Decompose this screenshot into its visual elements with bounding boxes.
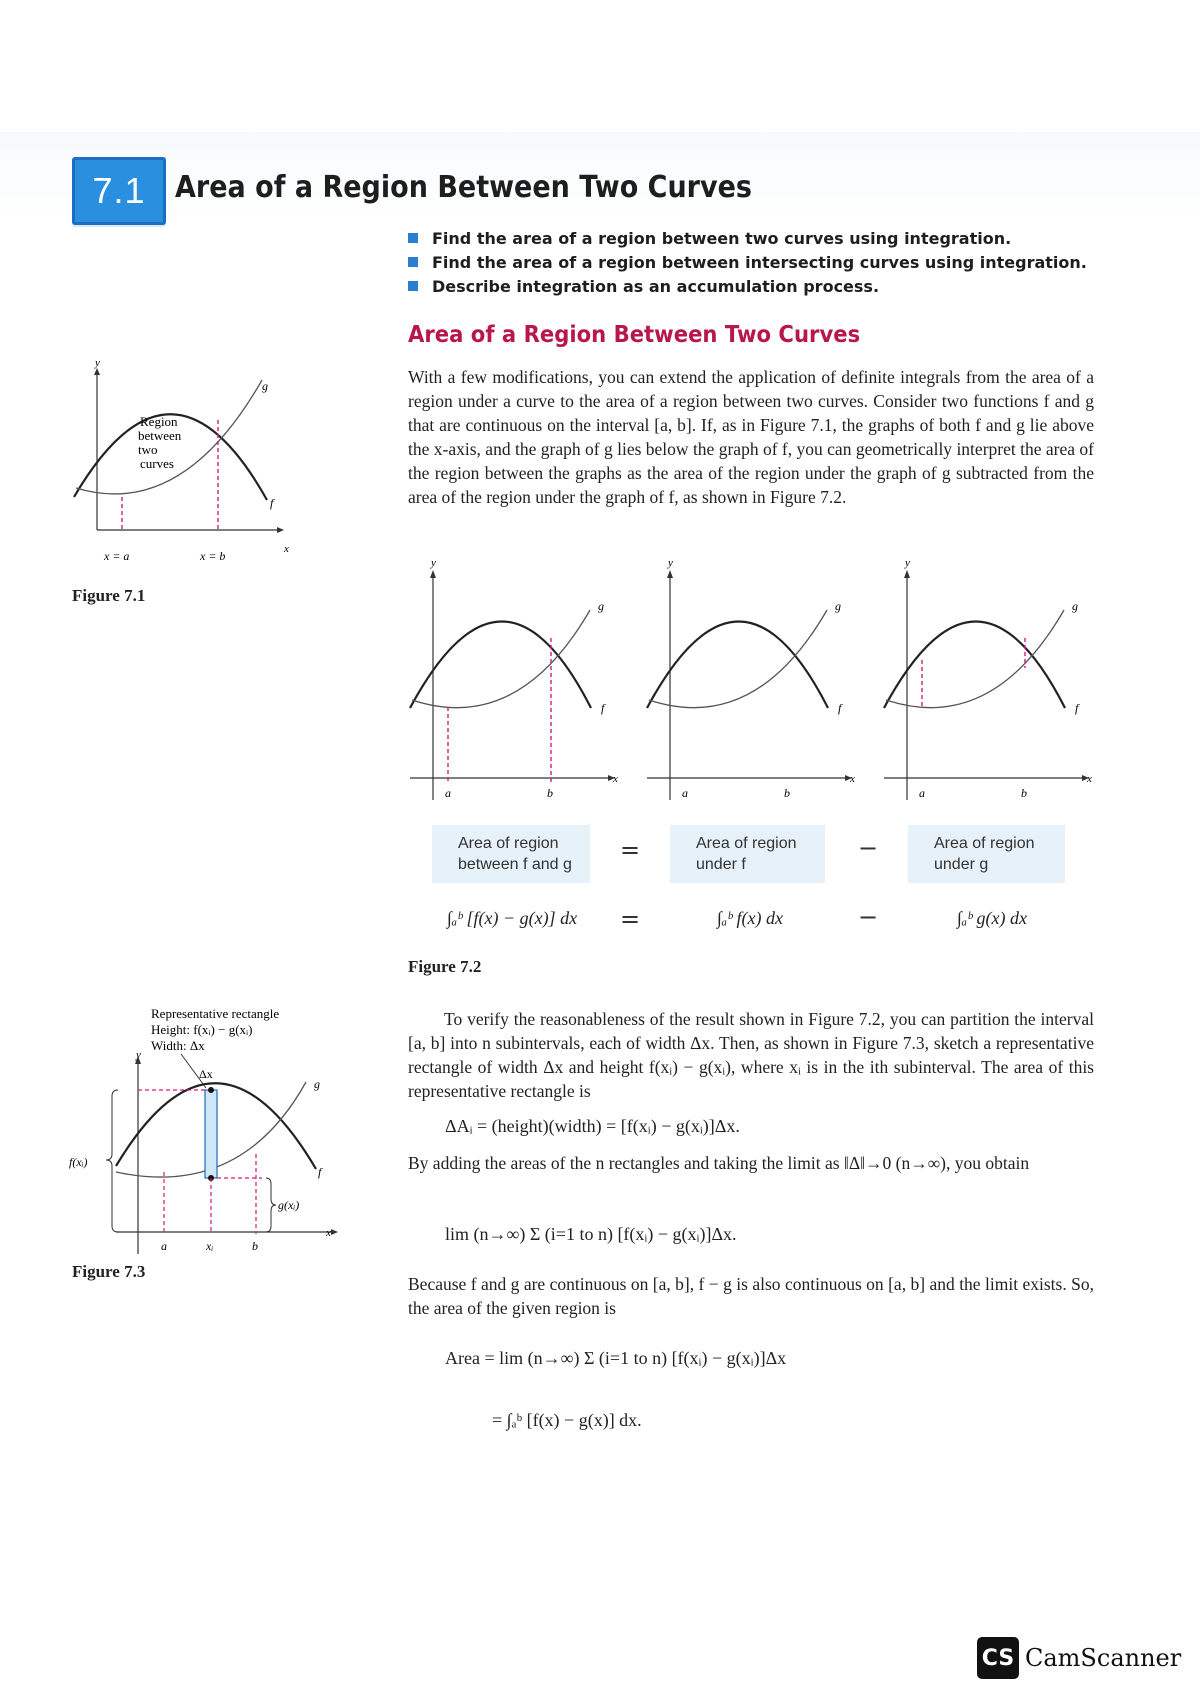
tick-b-label: b bbox=[252, 1239, 258, 1253]
g-xi-label: g(xᵢ) bbox=[278, 1198, 300, 1212]
x-axis-arrow-icon bbox=[331, 1229, 338, 1235]
g-brace bbox=[266, 1178, 276, 1232]
equals-sign: = bbox=[620, 836, 641, 864]
y-axis-label: y bbox=[905, 560, 910, 569]
curve-f bbox=[410, 622, 591, 709]
subheading: Area of a Region Between Two Curves bbox=[408, 322, 861, 348]
figure-7-1-caption: Figure 7.1 bbox=[72, 586, 146, 605]
delta-x-label: Δx bbox=[199, 1067, 213, 1081]
curve-f-label: f bbox=[270, 496, 274, 510]
tick-b-label: b bbox=[547, 786, 553, 800]
curve-g bbox=[412, 610, 590, 708]
region-label-line: curves bbox=[140, 456, 174, 471]
x-axis-label: x bbox=[1087, 773, 1092, 785]
integral-under-f: ∫ₐᵇ f(x) dx bbox=[717, 908, 784, 928]
x-axis-label: x bbox=[850, 773, 855, 785]
section-number-badge bbox=[72, 157, 166, 225]
box-line: Area of region bbox=[696, 835, 797, 852]
box-area-between bbox=[432, 825, 590, 883]
curve-g-label: g bbox=[1072, 599, 1078, 613]
minus-sign: − bbox=[858, 834, 879, 862]
integral-between: ∫ₐᵇ [f(x) − g(x)] dx bbox=[447, 908, 578, 928]
figure-7-1 bbox=[62, 360, 292, 575]
tick-xi-label: xᵢ bbox=[206, 1239, 214, 1253]
y-axis-arrow-icon bbox=[667, 570, 673, 578]
representative-rectangle bbox=[205, 1090, 217, 1178]
paragraph-intro: With a few modifications, you can extend the application of definite integrals from the area of a region under a curve to the area of a region between two curves. Consider two functions f and g that are continuous on the interval [a, b]. If, as in Figure 7.1, the graphs of both f and g lie above the x-axis, and the graph of g lies below the graph of f, you can geometrically interpret the area of the region between the graphs as the area of the region under the graph of g subtracted from the area of the region under the graph of f, as shown in Figure 7.2. bbox=[408, 367, 1094, 507]
curve-f-label: f bbox=[601, 701, 605, 715]
curve-f bbox=[647, 622, 828, 709]
rect-title: Representative rectangle bbox=[151, 1006, 280, 1021]
paragraph-limit: By adding the areas of the n rectangles and taking the limit as ‖Δ‖→0 (n→∞), you obtain bbox=[408, 1153, 1030, 1173]
equation-area-limit: Area = lim (n→∞) Σ (i=1 to n) [f(xᵢ) − g(xᵢ)]Δx bbox=[445, 1348, 787, 1368]
tick-a-label: a bbox=[445, 786, 451, 800]
tick-a-label: a bbox=[682, 786, 688, 800]
equation-limit-sum: lim (n→∞) Σ (i=1 to n) [f(xᵢ) − g(xᵢ)]Δx. bbox=[445, 1224, 737, 1244]
curve-g-label: g bbox=[314, 1077, 320, 1091]
curve-f-label: f bbox=[318, 1165, 322, 1179]
camscanner-text: CamScanner bbox=[1025, 1644, 1182, 1672]
figure-7-3-caption: Figure 7.3 bbox=[72, 1262, 146, 1281]
objective-item bbox=[408, 250, 1128, 274]
figure-7-2-graph-middle bbox=[645, 560, 865, 805]
paragraph-continuity: Because f and g are continuous on [a, b], f − g is also continuous on [a, b] and the limit exists. So, the area of the given region is bbox=[408, 1274, 1094, 1318]
x-axis-arrow-icon bbox=[277, 527, 284, 533]
box-area-under-g bbox=[908, 825, 1065, 883]
x-axis-label: x bbox=[613, 773, 618, 785]
x-a-label: x = a bbox=[104, 549, 130, 563]
curve-g bbox=[649, 610, 827, 708]
objective-text: Find the area of a region between two curves using integration. bbox=[432, 228, 1012, 248]
minus-sign: − bbox=[858, 903, 879, 931]
figure-7-2-caption: Figure 7.2 bbox=[408, 957, 482, 976]
curve-f-label: f bbox=[838, 701, 842, 715]
equation-delta-area: ΔAᵢ = (height)(width) = [f(xᵢ) − g(xᵢ)]Δx. bbox=[445, 1116, 740, 1136]
x-axis-label: x bbox=[326, 1227, 331, 1239]
f-brace bbox=[106, 1090, 118, 1232]
objective-text: Find the area of a region between intersecting curves using integration. bbox=[432, 252, 1087, 272]
figure-7-2-graph-right bbox=[882, 560, 1102, 805]
curve-g-label: g bbox=[262, 379, 268, 393]
y-axis-arrow-icon bbox=[904, 570, 910, 578]
curve-g-label: g bbox=[835, 599, 841, 613]
box-area-under-f bbox=[670, 825, 825, 883]
objective-item bbox=[408, 226, 1128, 250]
tick-a-label: a bbox=[919, 786, 925, 800]
objective-text: Describe integration as an accumulation process. bbox=[432, 276, 880, 296]
rect-height: Height: f(xᵢ) − g(xᵢ) bbox=[151, 1022, 253, 1037]
x-axis-label: x bbox=[284, 543, 289, 555]
curve-f-label: f bbox=[1075, 701, 1079, 715]
objective-item bbox=[408, 274, 1128, 298]
box-line: Area of region bbox=[934, 835, 1035, 852]
curve-g-label: g bbox=[598, 599, 604, 613]
section-title: Area of a Region Between Two Curves bbox=[175, 170, 752, 205]
section-number: 7.1 bbox=[92, 170, 146, 211]
square-bullet-icon bbox=[408, 233, 418, 243]
region-label-line: between bbox=[138, 428, 182, 443]
square-bullet-icon bbox=[408, 257, 418, 267]
figure-7-3 bbox=[66, 1004, 351, 1269]
box-line: under g bbox=[934, 856, 989, 873]
box-line: under f bbox=[696, 856, 746, 873]
integral-under-g: ∫ₐᵇ g(x) dx bbox=[957, 908, 1028, 928]
curve-g bbox=[886, 610, 1064, 708]
f-point bbox=[208, 1087, 214, 1093]
camscanner-logo-icon: CS bbox=[977, 1637, 1019, 1679]
equation-area-integral: = ∫ₐᵇ [f(x) − g(x)] dx. bbox=[492, 1410, 642, 1430]
y-axis-arrow-icon bbox=[430, 570, 436, 578]
y-axis-label: y bbox=[95, 360, 100, 369]
curve-f bbox=[884, 622, 1065, 709]
learning-objectives bbox=[408, 226, 1128, 298]
y-axis-arrow-icon bbox=[94, 368, 100, 375]
x-b-label: x = b bbox=[200, 549, 226, 563]
tick-a-label: a bbox=[161, 1239, 167, 1253]
tick-b-label: b bbox=[784, 786, 790, 800]
f-xi-label: f(xᵢ) bbox=[69, 1155, 88, 1169]
camscanner-watermark bbox=[977, 1637, 1181, 1679]
square-bullet-icon bbox=[408, 281, 418, 291]
box-line: Area of region bbox=[458, 835, 559, 852]
tick-b-label: b bbox=[1021, 786, 1027, 800]
figure-7-2-graph-left bbox=[408, 560, 628, 805]
region-label-line: Region bbox=[140, 414, 178, 429]
y-axis-label: y bbox=[668, 560, 673, 569]
equals-sign: = bbox=[620, 905, 641, 933]
y-axis-label: y bbox=[431, 560, 436, 569]
paragraph-verify: To verify the reasonableness of the result shown in Figure 7.2, you can partition the interval [a, b] into n subintervals, each of width Δx. Then, as shown in Figure 7.3, sketch a representative rectangle of width Δx and height f(xᵢ) − g(xᵢ), where xᵢ is in the ith subinterval. The area of this representative rectangle is bbox=[408, 1009, 1094, 1101]
box-line: between f and g bbox=[458, 856, 572, 873]
region-label-line: two bbox=[138, 442, 158, 457]
y-axis-label: y bbox=[136, 1049, 141, 1061]
rect-width: Width: Δx bbox=[151, 1038, 205, 1053]
